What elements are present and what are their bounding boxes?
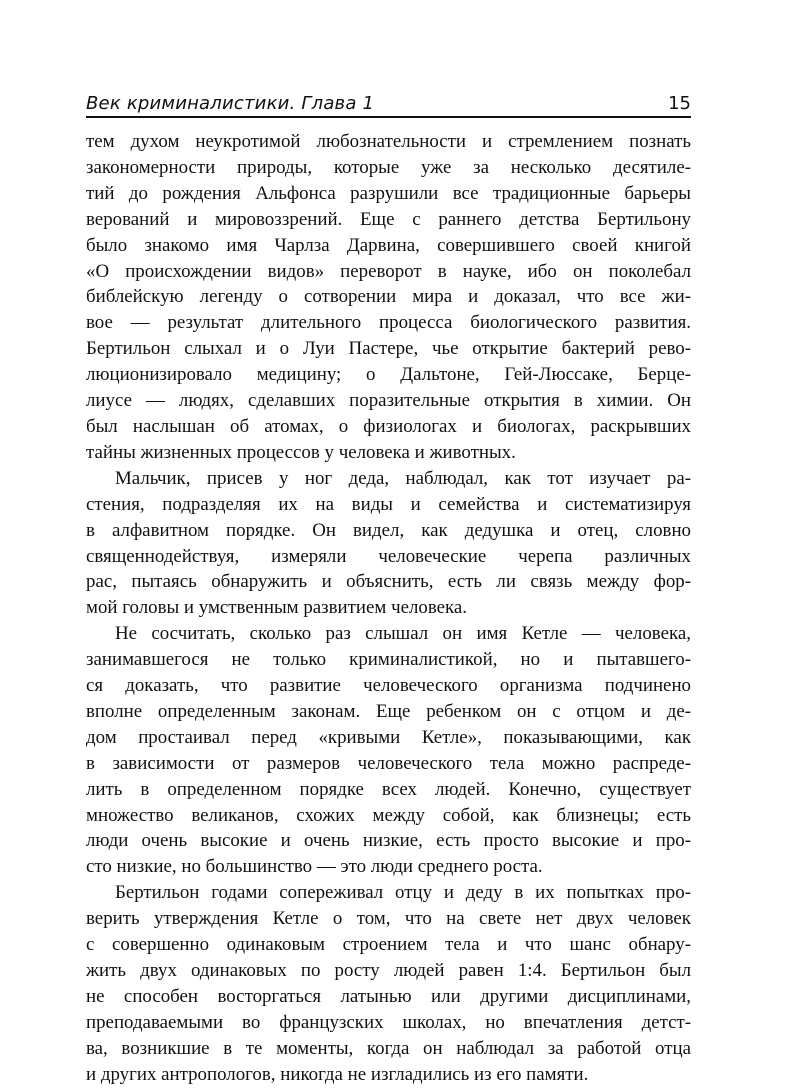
text-line: был наслышан об атомах, о физиологах и биологах, раскрывших bbox=[86, 415, 691, 437]
text-line: занимавшегося не только криминалистикой, но и пытавшего- bbox=[86, 649, 691, 671]
text-line: тем духом неукротимой любознательности и стремлением познать bbox=[86, 131, 691, 152]
text-line: преподаваемыми во французских школах, но впечатления детст- bbox=[86, 1011, 691, 1033]
text-line: «О происхождении видов» переворот в науке, ибо он поколебал bbox=[86, 260, 691, 282]
text-line: было знакомо имя Чарлза Дарвина, совершившего своей книгой bbox=[86, 234, 691, 256]
text-line: рас, пытаясь обнаружить и объяснить, есть ли связь между фор- bbox=[86, 571, 691, 593]
running-title: Век криминалистики. Глава 1 bbox=[86, 93, 375, 114]
running-header bbox=[86, 84, 691, 114]
text-line: вполне определенным законам. Еще ребенком он с отцом и де- bbox=[86, 700, 691, 722]
text-line: множество великанов, схожих между собой, как близнецы; есть bbox=[86, 804, 691, 826]
text-line: лить в определенном порядке всех людей. Конечно, существует bbox=[86, 778, 691, 800]
text-line: тий до рождения Альфонса разрушили все традиционные барьеры bbox=[86, 182, 691, 204]
text-line: люди очень высокие и очень низкие, есть просто высокие и про- bbox=[86, 830, 691, 852]
text-line: в алфавитном порядке. Он видел, как дедушка и отец, словно bbox=[86, 519, 691, 541]
text-line: люционизировало медицину; о Дальтоне, Гей-Люссаке, Берце- bbox=[86, 364, 691, 386]
page-number: 15 bbox=[668, 93, 691, 114]
text-line: Не сосчитать, сколько раз слышал он имя Кетле — человека, bbox=[115, 623, 691, 645]
text-line: и других антропологов, никогда не изгладились из его памяти. bbox=[86, 1063, 589, 1085]
text-line: верить утверждения Кетле о том, что на свете нет двух человек bbox=[86, 908, 691, 930]
body-text bbox=[86, 129, 691, 1088]
text-line: закономерности природы, которые уже за несколько десятиле- bbox=[86, 156, 691, 178]
text-line: в зависимости от размеров человеческого тела можно распреде- bbox=[86, 752, 691, 774]
text-line: дом простаивал перед «кривыми Кетле», показывающими, как bbox=[86, 726, 691, 748]
text-line: ва, возникшие в те моменты, когда он наблюдал за работой отца bbox=[86, 1037, 691, 1059]
text-line: жить двух одинаковых по росту людей равен 1:4. Бертильон был bbox=[86, 960, 691, 981]
paragraph bbox=[86, 466, 691, 621]
text-line: стения, подразделяя их на виды и семейства и систематизируя bbox=[86, 493, 691, 515]
text-line: не способен восторгаться латынью или другими дисциплинами, bbox=[86, 985, 691, 1007]
text-line: тайны жизненных процессов у человека и животных. bbox=[86, 441, 516, 463]
text-line: лиусе — людях, сделавших поразительные открытия в химии. Он bbox=[86, 390, 691, 412]
text-line: ся доказать, что развитие человеческого организма подчинено bbox=[86, 675, 691, 697]
header-rule bbox=[86, 116, 691, 118]
paragraph bbox=[86, 621, 691, 880]
text-line: Бертильон слыхал и о Луи Пастере, чье открытие бактерий рево- bbox=[86, 338, 691, 360]
text-line: библейскую легенду о сотворении мира и доказал, что все жи- bbox=[86, 286, 691, 308]
text-line: верований и мировоззрений. Еще с раннего детства Бертильону bbox=[86, 208, 691, 230]
text-line: мой головы и умственным развитием человека. bbox=[86, 597, 468, 619]
text-line: с совершенно одинаковым строением тела и что шанс обнару- bbox=[86, 934, 691, 956]
paragraph bbox=[86, 880, 691, 1087]
text-line: священнодействуя, измеряли человеческие черепа различных bbox=[86, 545, 691, 567]
text-line: сто низкие, но большинство — это люди среднего роста. bbox=[86, 856, 543, 878]
text-line: вое — результат длительного процесса биологического развития. bbox=[86, 312, 691, 334]
text-line: Бертильон годами сопереживал отцу и деду в их попытках про- bbox=[115, 882, 691, 904]
paragraph bbox=[86, 129, 691, 466]
text-line: Мальчик, присев у ног деда, наблюдал, как тот изучает ра- bbox=[115, 467, 691, 489]
